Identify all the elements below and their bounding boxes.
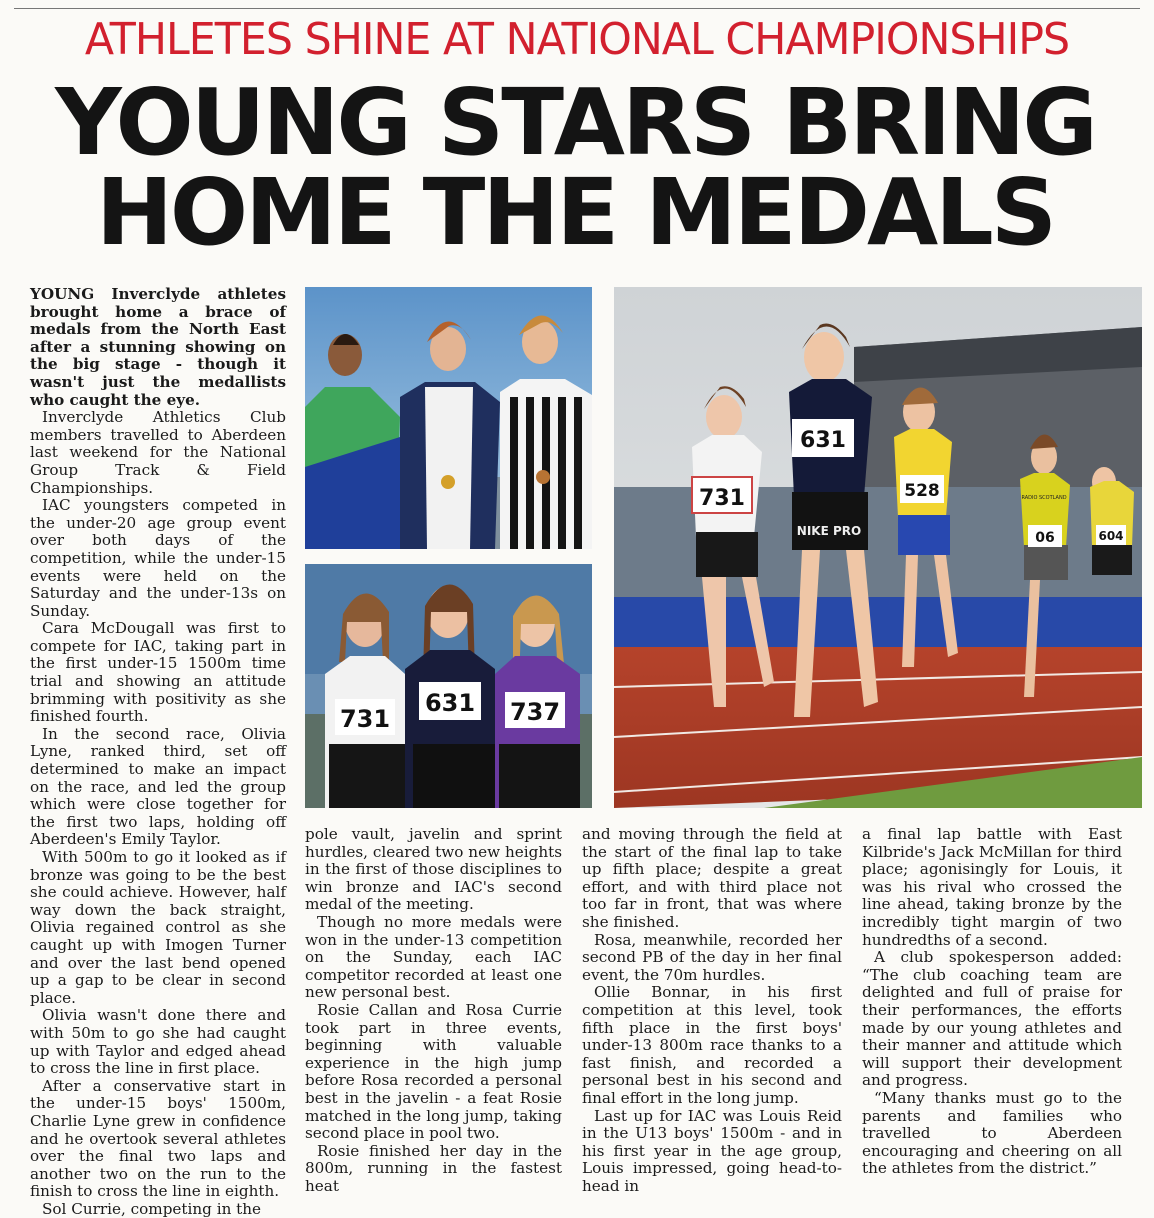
bib-label: 731 — [699, 486, 745, 511]
body-paragraph: Olivia wasn't done there and with 50m to go she had caught up with Taylor and edged ahead to cross the line in first place. — [30, 1006, 286, 1078]
body-paragraph: Sol Currie, competing in the — [42, 1199, 262, 1218]
article-column-2 — [305, 826, 562, 1195]
bib-label: 528 — [904, 481, 940, 501]
body-paragraph: A club spokesperson added: “The club coaching team are delighted and full of praise for their performances, the efforts made by our young athletes and their manner and attitude which will support their development and progress. — [862, 948, 1122, 1090]
article-column-1 — [30, 286, 286, 1218]
article-column-4 — [862, 826, 1122, 1178]
body-paragraph: and moving through the field at the start of the final lap to take up fifth place; despite a great effort, and with third place not too far in front, that was where she finished. — [582, 825, 842, 931]
body-paragraph: Ollie Bonnar, in his first competition at this level, took fifth place in the first boys' under-13 800m race thanks to a fast finish, and recorded a personal best in his second and final effort in the long jump. — [582, 983, 842, 1107]
body-paragraph: Inverclyde Athletics Club members travelled to Aberdeen last weekend for the National Group Track & Field Championships. — [30, 408, 286, 497]
top-rule — [14, 8, 1140, 9]
bib-label: 604 — [1098, 529, 1124, 543]
lead-paragraph: YOUNG Inverclyde athletes brought home a brace of medals from the North East after a stunning showing on the big stage - though it wasn't just the medallists who caught the eye. — [30, 285, 286, 409]
body-paragraph: IAC youngsters competed in the under-20 age group event over both days of the competition, while the under-15 events were held on the Saturday and the under-13s on Sunday. — [30, 496, 286, 620]
bib-label: 06 — [1035, 530, 1055, 546]
body-paragraph: Rosie Callan and Rosa Currie took part in three events, beginning with valuable experience in the high jump before Rosa recorded a personal best in the javelin - a feat Rosie matched in the long jump, taking second place in pool two. — [305, 1000, 562, 1143]
body-paragraph: After a conservative start in the under-15 boys' 1500m, Charlie Lyne grew in confidence and he overtook several athletes over the final two laps and another two on the run to the finish to cross the line in eighth. — [30, 1076, 286, 1201]
headline-line-2: HOME THE MEDALS — [95, 159, 1055, 266]
bib-label: 731 — [339, 705, 391, 733]
bib-label: 737 — [509, 698, 561, 726]
photo-boys-medallists — [305, 287, 592, 549]
photo-girls-medallists — [305, 564, 592, 808]
body-paragraph: In the second race, Olivia Lyne, ranked third, set off determined to make an impact on the race, and led the group which were close together for the first two laps, holding off Aberdeen's Emily Taylor. — [30, 724, 286, 849]
headline-line-1: YOUNG STARS BRING — [55, 69, 1095, 176]
kicker: ATHLETES SHINE AT NATIONAL CHAMPIONSHIPS — [84, 14, 1070, 65]
body-paragraph: “Many thanks must go to the parents and families who travelled to Aberdeen encouraging and cheering on all the athletes from the district.” — [862, 1088, 1122, 1178]
bib-label: 631 — [424, 689, 476, 717]
body-paragraph: Though no more medals were won in the under-13 competition on the Sunday, each IAC competitor recorded at least one new personal best. — [305, 912, 562, 1002]
body-paragraph: Rosie finished her day in the 800m, running in the fastest heat — [305, 1141, 562, 1195]
bib-label: 631 — [800, 428, 846, 453]
body-paragraph: With 500m to go it looked as if bronze was going to be the best she could achieve. However, half way down the back straight, Olivia regained control as she caught up with Imogen Turner and over the last bend opened up a gap to be clear in second place. — [30, 848, 286, 1007]
headline — [20, 69, 1130, 266]
article-column-3 — [582, 826, 842, 1195]
body-paragraph: Cara McDougall was first to compete for IAC, taking part in the first under-15 1500m time trial and showing an attitude brimming with positivity as she finished fourth. — [30, 619, 286, 726]
body-paragraph: pole vault, javelin and sprint hurdles, cleared two new heights in the first of those disciplines to win bronze and IAC's second medal of the meeting. — [305, 825, 562, 914]
vest-text: NIKE PRO — [796, 524, 862, 538]
body-paragraph: a final lap battle with East Kilbride's Jack McMillan for third place; agonisingly for Louis, it was his rival who crossed the line ahead, taking bronze by the incredibly tight margin of two hundredths of a second. — [862, 825, 1122, 949]
body-paragraph: Last up for IAC was Louis Reid in the U13 boys' 1500m - and in his first year in the age group, Louis impressed, going head-to-head in — [582, 1106, 842, 1195]
bib-top-text: RADIO SCOTLAND — [1021, 495, 1067, 501]
body-paragraph: Rosa, meanwhile, recorded her second PB of the day in her final event, the 70m hurdles. — [582, 930, 842, 984]
photo-race — [614, 287, 1142, 808]
